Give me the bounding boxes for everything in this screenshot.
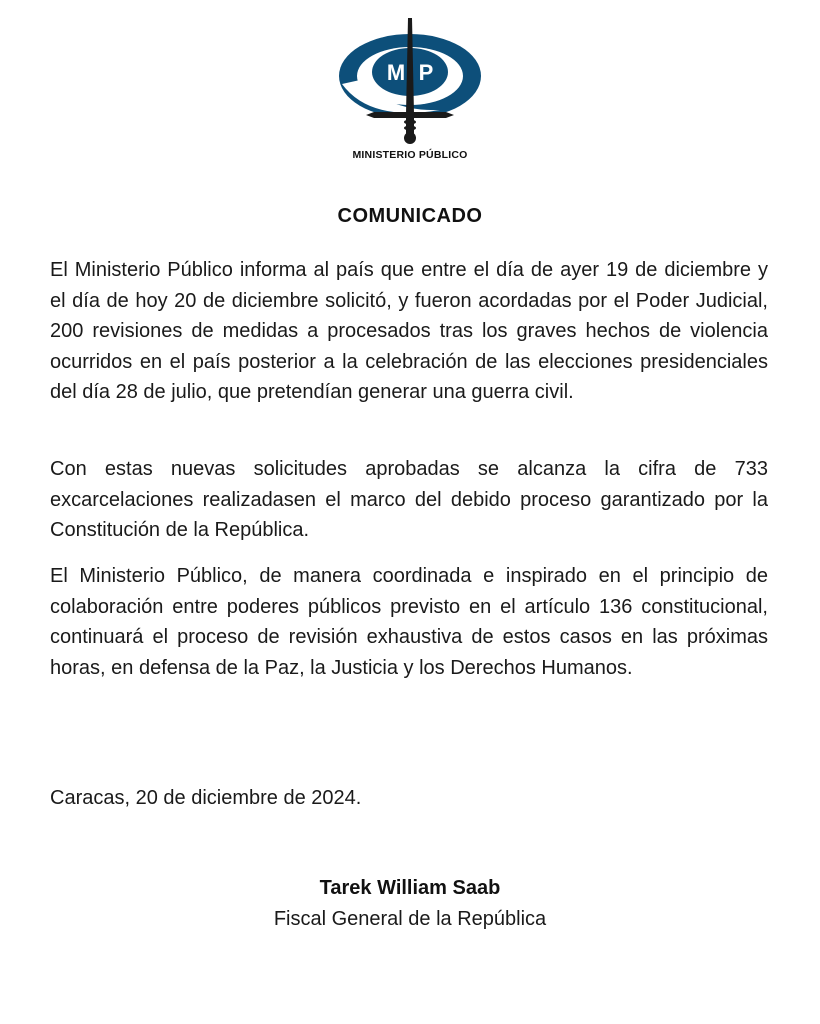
logo-caption: MINISTERIO PÚBLICO — [352, 149, 468, 161]
paragraph-1: El Ministerio Público informa al país que entre el día de ayer 19 de diciembre y el día de hoy 20 de diciembre solicitó, y fueron acordadas por el Poder Judicial, 200 revisiones de medidas a procesados tras los graves hechos de violencia ocurridos en el país posterior a la celebración de las elecciones presidenciales del día 28 de julio, que pretendían generar una guerra civil. — [50, 259, 768, 403]
paragraph-2: Con estas nuevas solicitudes aprobadas se alcanza la cifra de 733 excarcelaciones realizadasen el marco del debido proceso garantizado por la Constitución de la República. — [50, 458, 768, 541]
document-heading: COMUNICADO — [337, 205, 483, 227]
place-and-date: Caracas, 20 de diciembre de 2024. — [50, 787, 362, 809]
logo-letter-p: P — [418, 60, 434, 85]
ministerio-publico-logo — [330, 14, 490, 166]
mp-emblem-icon — [330, 14, 490, 148]
logo-letter-m: M — [386, 60, 406, 85]
paragraph-3: El Ministerio Público, de manera coordinada e inspirado en el principio de colaboración entre poderes públicos previsto en el artículo 136 constitucional, continuará el proceso de revisión exhaustiva de estos casos en las próximas horas, en defensa de la Paz, la Justicia y los Derechos Humanos. — [50, 565, 768, 679]
signer-title: Fiscal General de la República — [273, 908, 547, 930]
signer-name: Tarek William Saab — [319, 877, 501, 899]
